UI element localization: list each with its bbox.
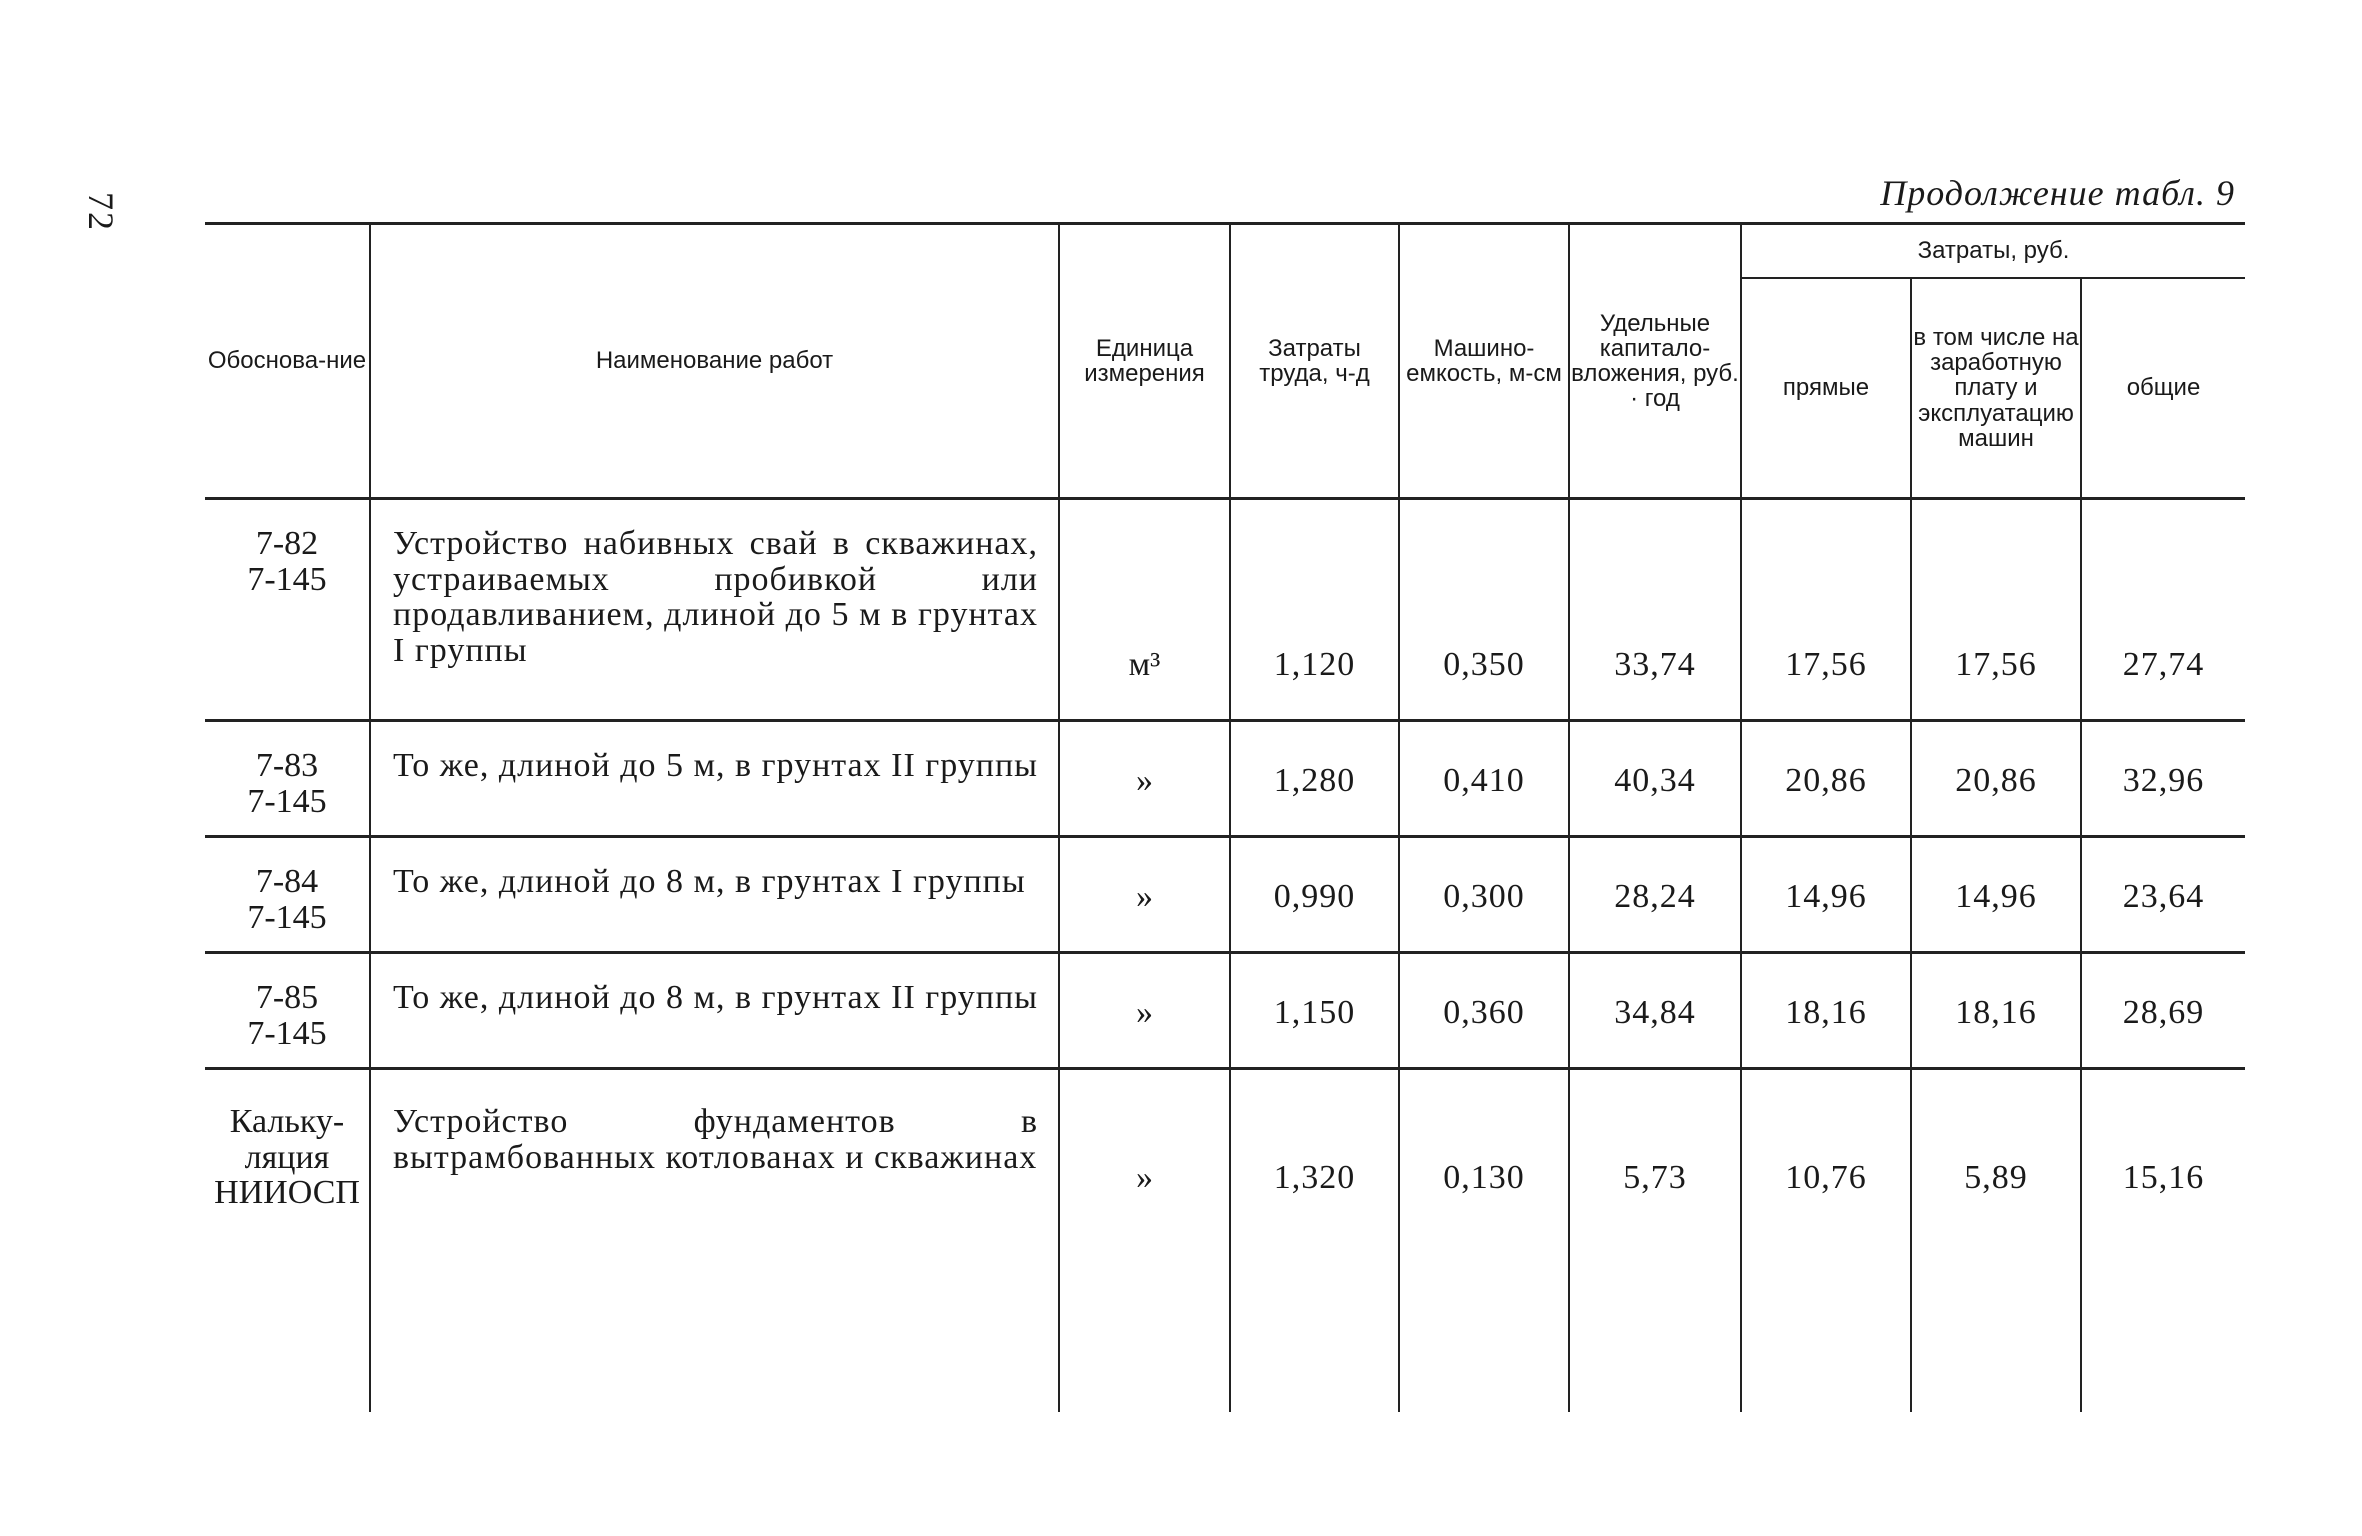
row-name: То же, длиной до 5 м, в грунтах II группы — [370, 721, 1059, 837]
row-basis: 7-83 7-145 — [205, 721, 370, 837]
table-row — [205, 1069, 2245, 1413]
row-basis: 7-82 7-145 — [205, 499, 370, 721]
row-labor: 1,280 — [1230, 721, 1399, 837]
header-name: Наименование работ — [370, 224, 1059, 499]
row-machine: 0,350 — [1399, 499, 1569, 721]
header-incl-wages: в том числе на заработную плату и эксплуатацию машин — [1911, 278, 2081, 499]
row-labor: 1,150 — [1230, 953, 1399, 1069]
row-unit: » — [1059, 721, 1230, 837]
row-direct: 17,56 — [1741, 499, 1911, 721]
row-total: 28,69 — [2081, 953, 2245, 1069]
row-incl-wages: 18,16 — [1911, 953, 2081, 1069]
row-incl-wages: 17,56 — [1911, 499, 2081, 721]
row-name: То же, длиной до 8 м, в грунтах II группы — [370, 953, 1059, 1069]
row-direct: 10,76 — [1741, 1069, 1911, 1413]
row-total: 32,96 — [2081, 721, 2245, 837]
row-incl-wages: 20,86 — [1911, 721, 2081, 837]
table-row — [205, 837, 2245, 953]
header-total: общие — [2081, 278, 2245, 499]
row-capital: 5,73 — [1569, 1069, 1741, 1413]
row-basis: 7-84 7-145 — [205, 837, 370, 953]
header-costs-group: Затраты, руб. — [1741, 224, 2245, 279]
header-unit: Единица измерения — [1059, 224, 1230, 499]
row-unit: » — [1059, 953, 1230, 1069]
row-labor: 1,320 — [1230, 1069, 1399, 1413]
row-basis: Кальку- ляция НИИОСП — [214, 1103, 360, 1212]
row-unit: м³ — [1059, 499, 1230, 721]
row-capital: 33,74 — [1569, 499, 1741, 721]
row-machine: 0,300 — [1399, 837, 1569, 953]
row-machine: 0,130 — [1399, 1069, 1569, 1413]
row-direct: 18,16 — [1741, 953, 1911, 1069]
row-name: Устройство набивных свай в скважинах, устраиваемых пробивкой или продавливанием, длиной до 5 м в грунтах I группы — [370, 499, 1059, 721]
row-machine: 0,360 — [1399, 953, 1569, 1069]
header-basis: Обоснова-ние — [205, 224, 370, 499]
table-row — [205, 499, 2245, 721]
row-direct: 20,86 — [1741, 721, 1911, 837]
row-total: 23,64 — [2081, 837, 2245, 953]
row-direct: 14,96 — [1741, 837, 1911, 953]
table-row — [205, 721, 2245, 837]
row-capital: 40,34 — [1569, 721, 1741, 837]
row-capital: 34,84 — [1569, 953, 1741, 1069]
page-number: 72 — [81, 192, 121, 232]
header-labor: Затраты труда, ч-д — [1230, 224, 1399, 499]
row-labor: 1,120 — [1230, 499, 1399, 721]
header-capital: Удельные капитало-вложения, руб. · год — [1569, 224, 1741, 499]
header-machine: Машино-емкость, м-см — [1399, 224, 1569, 499]
row-unit: » — [1059, 837, 1230, 953]
cost-table — [205, 222, 2245, 1412]
row-total: 27,74 — [2081, 499, 2245, 721]
row-unit: » — [1059, 1069, 1230, 1413]
row-name: То же, длиной до 8 м, в грунтах I группы — [370, 837, 1059, 953]
row-basis: 7-85 7-145 — [205, 953, 370, 1069]
header-direct: прямые — [1741, 278, 1911, 499]
row-incl-wages: 5,89 — [1911, 1069, 2081, 1413]
table-row — [205, 953, 2245, 1069]
row-machine: 0,410 — [1399, 721, 1569, 837]
row-incl-wages: 14,96 — [1911, 837, 2081, 953]
row-total: 15,16 — [2081, 1069, 2245, 1413]
row-capital: 28,24 — [1569, 837, 1741, 953]
row-labor: 0,990 — [1230, 837, 1399, 953]
row-name: Устройство фундаментов в вытрамбованных котлованах и скважинах — [370, 1069, 1059, 1413]
table-caption: Продолжение табл. 9 — [1880, 173, 2235, 213]
